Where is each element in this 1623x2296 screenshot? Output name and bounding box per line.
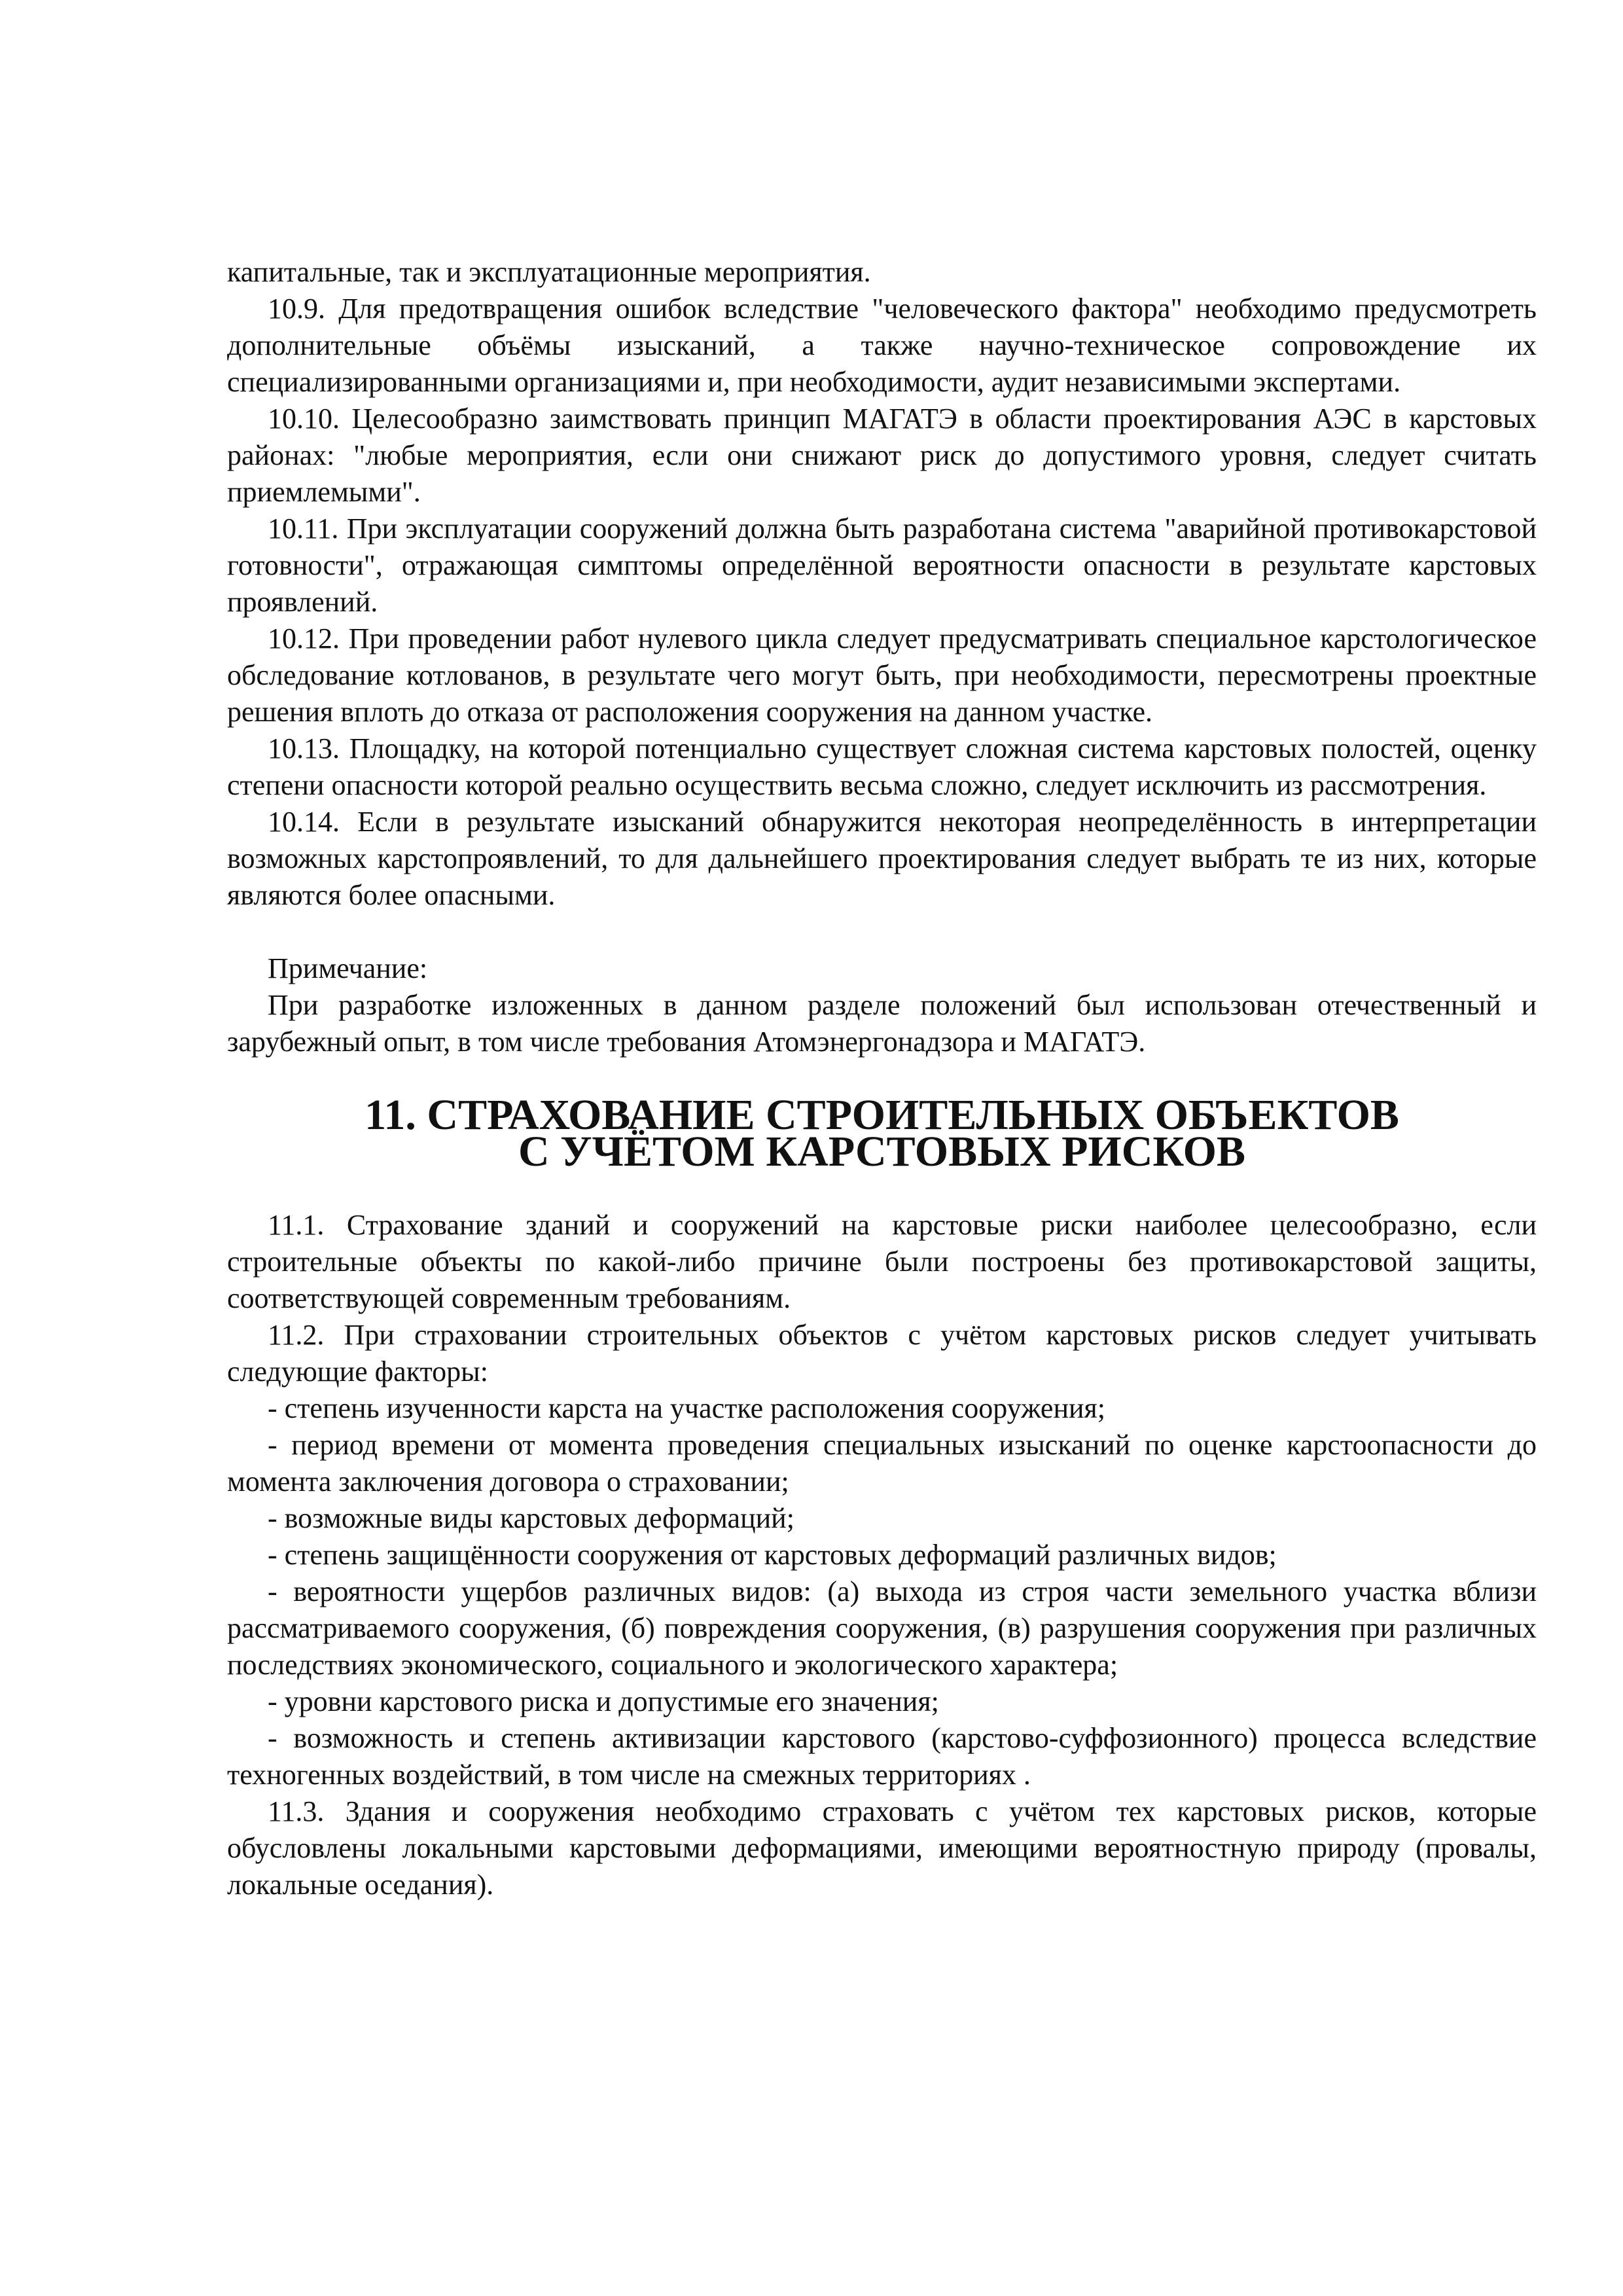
- paragraph-10-11: 10.11. При эксплуатации сооружений должна быть разработана система "аварийной противокарстовой готовности", отражающая симптомы определённой вероятности опасности в результате карстовых проявлений.: [227, 512, 1537, 618]
- paragraph-11-3: 11.3. Здания и сооружения необходимо страховать с учётом тех карстовых рисков, которые обусловлены локальными карстовыми деформациями, имеющими вероятностную природу (провалы, локальные оседания).: [227, 1795, 1537, 1901]
- factor-item: - возможные виды карстовых деформаций;: [268, 1502, 794, 1534]
- factor-item: - вероятности ущербов различных видов: (а) выхода из строя части земельного участка вблизи рассматриваемого сооружения, (б) повреждения сооружения, (в) разрушения сооружения при различных последствиях экономического, социального и экологического характера;: [227, 1575, 1537, 1681]
- paragraph-10-10: 10.10. Целесообразно заимствовать принцип МАГАТЭ в области проектирования АЭС в карстовых районах: "любые мероприятия, если они снижают риск до допустимого уровня, следует считать приемлемыми".: [227, 403, 1537, 508]
- factor-item: - возможность и степень активизации карстового (карстово-суффозионного) процесса вследствие техногенных воздействий, в том числе на смежных территориях .: [227, 1722, 1537, 1791]
- note-label: Примечание:: [268, 952, 428, 984]
- paragraph-11-1: 11.1. Страхование зданий и сооружений на карстовые риски наиболее целесообразно, если строительные объекты по какой-либо причине были построены без противокарстовой защиты, соответствующей современным требованиям.: [227, 1209, 1537, 1314]
- note-text: При разработке изложенных в данном разделе положений был использован отечественный и зарубежный опыт, в том числе требования Атомэнергонадзора и МАГАТЭ.: [227, 989, 1537, 1058]
- factor-item: - степень защищённости сооружения от карстовых деформаций различных видов;: [268, 1539, 1277, 1571]
- paragraph-10-14: 10.14. Если в результате изысканий обнаружится некоторая неопределённость в интерпретации возможных карстопроявлений, то для дальнейшего проектирования следует выбрать те из них, которые являются более опасными.: [227, 806, 1537, 911]
- spacer: [227, 914, 1537, 950]
- heading-line-1: 11. СТРАХОВАНИЕ СТРОИТЕЛЬНЫХ ОБЪЕКТОВ: [365, 1091, 1399, 1139]
- paragraph-11-2: 11.2. При страховании строительных объектов с учётом карстовых рисков следует учитывать следующие факторы:: [227, 1319, 1537, 1388]
- paragraph-10-12: 10.12. При проведении работ нулевого цикла следует предусматривать специальное карстологическое обследование котлованов, в результате чего могут быть, при необходимости, пересмотрены проектные решения вплоть до отказа от расположения сооружения на данном участке.: [227, 622, 1537, 728]
- paragraph-10-9: 10.9. Для предотвращения ошибок вследствие "человеческого фактора" необходимо предусмотреть дополнительные объёмы изысканий, а также научно-техническое сопровождение их специализированными организациями и, при необходимости, аудит независимыми экспертами.: [227, 293, 1537, 398]
- paragraph-10-13: 10.13. Площадку, на которой потенциально существует сложная система карстовых полостей, оценку степени опасности которой реально осуществить весьма сложно, следует исключить из рассмотрения.: [227, 732, 1537, 801]
- heading-line-2: С УЧЁТОМ КАРСТОВЫХ РИСКОВ: [518, 1128, 1245, 1175]
- section-11-heading: [227, 1091, 1537, 1175]
- factor-item: - период времени от момента проведения специальных изысканий по оценке карстоопасности до момента заключения договора о страховании;: [227, 1429, 1537, 1498]
- factor-item: - степень изученности карста на участке расположения сооружения;: [268, 1392, 1105, 1424]
- factor-item: - уровни карстового риска и допустимые его значения;: [268, 1685, 939, 1717]
- spacer: [227, 1170, 1537, 1207]
- paragraph-continuation: капитальные, так и эксплуатационные мероприятия.: [227, 256, 871, 288]
